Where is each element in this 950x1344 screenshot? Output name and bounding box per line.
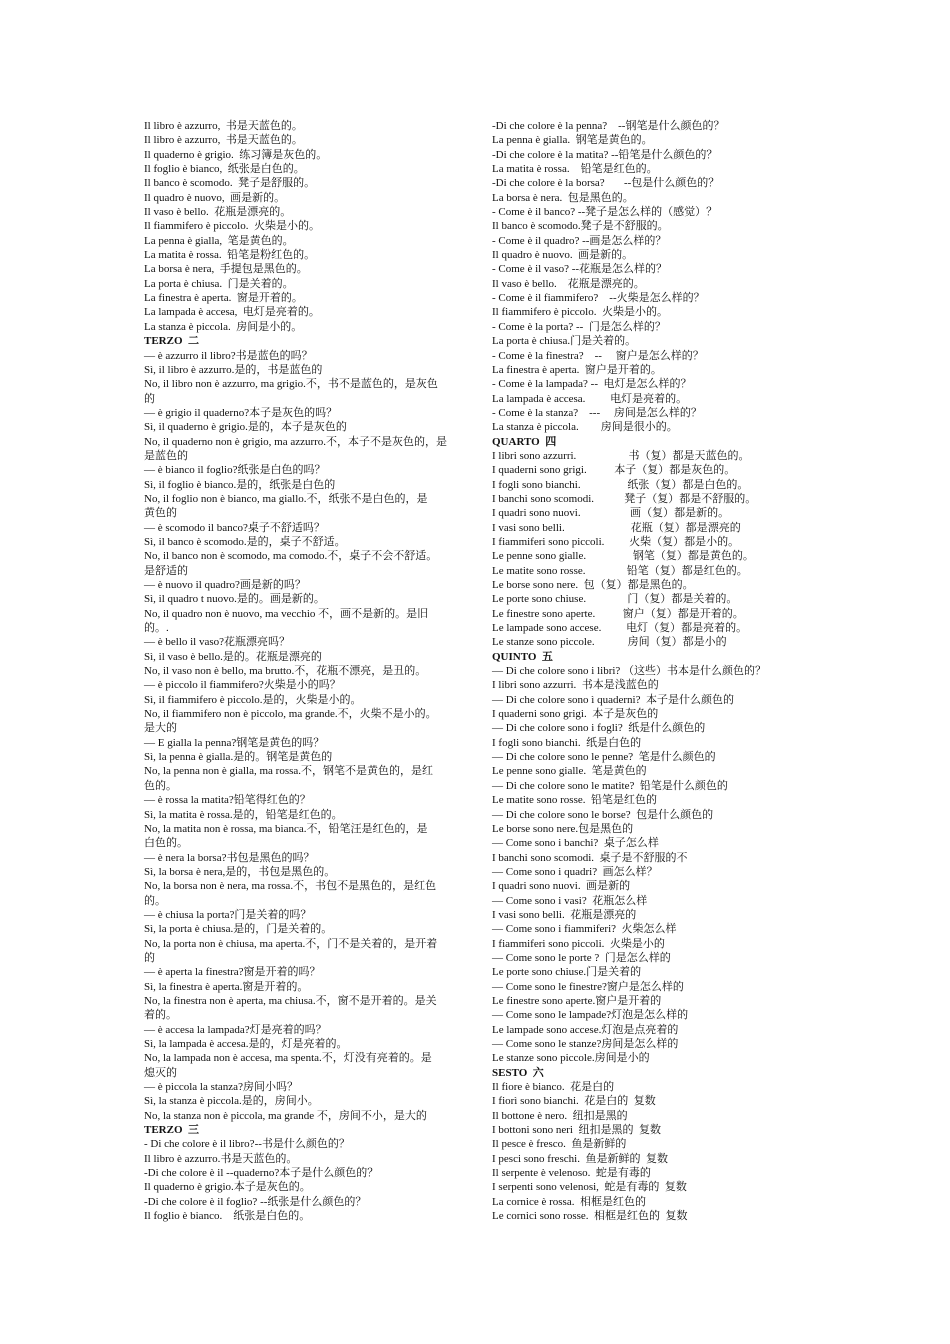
text-line: La borsa è nera. 包是黑色的。 xyxy=(492,191,634,204)
text-line: Le stanze sono piccole. 房间（复）都是小的 xyxy=(492,636,727,649)
text-line: Sì, il libro è azzurro.是的，书是蓝色的 xyxy=(144,363,323,376)
text-line: - Come è il fiammifero? --火柴是怎么样的？ xyxy=(492,292,705,305)
text-line: — è nuovo il quadro?画是新的吗？ xyxy=(144,579,306,591)
text-line: Le finestre sono aperte. 窗户（复）都是开着的。 xyxy=(492,607,744,620)
text-line: Il fiammifero è piccolo. 火柴是小的。 xyxy=(492,306,668,319)
text-line: — è nera la borsa?书包是黑色的吗？ xyxy=(144,851,315,864)
text-line: No, il fiammifero non è piccolo, ma grande.不，火柴不是小的。 xyxy=(144,708,437,721)
text-line: -Di che colore è la borsa? --包是什么颜色的？ xyxy=(492,177,720,190)
text-line: — Come sono le lampade?灯泡是怎么样的 xyxy=(492,1009,689,1022)
text-line: Le matite sono rosse. 铅笔（复）都是红色的。 xyxy=(492,564,748,577)
text-line: Sì, il banco è scomodo.是的，桌子不舒适。 xyxy=(144,535,346,548)
text-line: — è grigio il quaderno?本子是灰色的吗？ xyxy=(144,406,338,419)
text-line: Il fiammifero è piccolo. 火柴是小的。 xyxy=(144,220,320,233)
text-line: Il banco è scomodo.凳子是不舒服的。 xyxy=(492,220,669,233)
text-line: I banchi sono scomodi. 凳子（复）都是不舒服的。 xyxy=(492,492,757,505)
text-line: La lampada è accesa, 电灯是亮着的。 xyxy=(144,306,320,319)
section-heading: QUINTO 五 xyxy=(492,650,553,663)
text-line: 是大的 xyxy=(144,722,177,735)
text-line: No, la borsa non è nera, ma rossa.不，书包不是黑色的，是红色 xyxy=(144,880,437,893)
text-line: Sì, il foglio è bianco.是的，纸张是白色的 xyxy=(144,478,336,491)
text-line: I banchi sono scomodi. 桌子是不舒服的不 xyxy=(492,851,688,864)
text-line: No, la porta non è chiusa, ma aperta.不，门不是关着的，是开着 xyxy=(144,937,438,950)
text-line: No, la stanza non è piccola, ma grande 不，房间不小，是大的 xyxy=(144,1109,427,1122)
text-line: Il libro è azzurro.书是天蓝色的。 xyxy=(144,1152,298,1165)
text-line: 的。 xyxy=(144,894,166,907)
text-line: — Come sono le porte ? 门是怎么样的 xyxy=(492,951,671,964)
right-column xyxy=(492,119,812,1223)
text-line: Sì, la porta è chiusa.是的，门是关着的。 xyxy=(144,923,333,936)
text-line: No, la finestra non è aperta, ma chiusa.不，窗不是开着的。是关 xyxy=(144,994,437,1007)
text-line: I vasi sono belli. 花瓶（复）都是漂亮的 xyxy=(492,521,741,534)
text-line: — Come sono i vasi? 花瓶怎么样 xyxy=(492,894,648,907)
text-line: — è piccolo il fiammifero?火柴是小的吗？ xyxy=(144,679,341,692)
text-line: I fiammiferi sono piccoli. 火柴是小的 xyxy=(492,937,665,950)
section-heading: TERZO 三 xyxy=(144,1124,200,1137)
text-line: Le porte sono chiuse.门是关着的 xyxy=(492,966,642,979)
text-line: 黄色的 xyxy=(144,507,177,520)
text-line: Il libro è azzurro, 书是天蓝色的。 xyxy=(144,120,303,132)
text-line: — è bianco il foglio?纸张是白色的吗？ xyxy=(144,464,326,477)
text-line: No, il foglio non è bianco, ma giallo.不，纸张不是白色的，是 xyxy=(144,492,428,505)
text-line: Sì, la borsa è nera,是的，书包是黑色的。 xyxy=(144,865,336,878)
text-line: — Di che colore sono le penne? 笔是什么颜色的 xyxy=(492,751,716,764)
text-line: Le finestre sono aperte.窗户是开着的 xyxy=(492,994,662,1007)
text-line: — Di che colore sono le borse? 包是什么颜色的 xyxy=(492,808,714,821)
text-line: Le borse sono nere.包是黑色的 xyxy=(492,822,634,835)
text-line: La penna è gialla, 笔是黄色的。 xyxy=(144,234,294,247)
text-line: Le lampade sono accese. 电灯（复）都是亮着的。 xyxy=(492,622,748,635)
text-line: Sì, la lampada è accesa.是的，灯是亮着的。 xyxy=(144,1038,348,1050)
text-line: I serpenti sono velenosi, 蛇是有毒的 复数 xyxy=(492,1181,687,1194)
text-line: 是蓝色的 xyxy=(144,449,188,462)
text-line: — Di che colore sono i libri? （这些）书本是什么颜色的？ xyxy=(492,665,767,678)
text-line: La stanza è piccola. 房间是很小的。 xyxy=(492,421,678,434)
text-line: La porta è chiusa.门是关着的。 xyxy=(492,335,637,348)
text-line: Sì, la stanza è piccola.是的，房间小。 xyxy=(144,1095,319,1108)
text-line: Le matite sono rosse. 铅笔是红色的 xyxy=(492,794,657,807)
text-line: I libri sono azzurri. 书（复）都是天蓝色的。 xyxy=(492,449,750,462)
text-line: I quadri sono nuovi. 画是新的 xyxy=(492,880,631,893)
text-line: Il quaderno è grigio.本子是灰色的。 xyxy=(144,1181,311,1194)
text-line: I fiammiferi sono piccoli. 火柴（复）都是小的。 xyxy=(492,535,740,548)
text-line: — è bello il vaso?花瓶漂亮吗？ xyxy=(144,636,291,649)
section-heading: QUARTO 四 xyxy=(492,435,557,448)
text-line: 着的。 xyxy=(144,1009,177,1022)
section-heading: SESTO 六 xyxy=(492,1066,544,1079)
text-line: Il foglio è bianco, 纸张是白色的。 xyxy=(144,163,305,176)
text-line: No, la lampada non è accesa, ma spenta.不，灯没有亮着的。是 xyxy=(144,1052,432,1065)
text-line: Le cornici sono rosse. 相框是红色的 复数 xyxy=(492,1210,688,1223)
text-line: Le penne sono gialle. 钢笔（复）都是黄色的。 xyxy=(492,550,754,563)
text-line: 的。. xyxy=(144,622,169,635)
text-line: Sì, il vaso è bello.是的。花瓶是漂亮的 xyxy=(144,650,322,663)
text-line: La stanza è piccola. 房间是小的。 xyxy=(144,320,303,333)
text-line: 的 xyxy=(144,392,155,405)
text-line: 白色的。 xyxy=(144,837,188,850)
text-line: No, il quadro non è nuovo, ma vecchio 不，画不是新的。是旧 xyxy=(144,607,429,620)
text-line: I bottoni sono neri 纽扣是黑的 复数 xyxy=(492,1124,661,1137)
text-line: — Come sono le stanze?房间是怎么样的 xyxy=(492,1038,679,1050)
text-line: No, la penna non è gialla, ma rossa.不，钢笔不是黄色的，是红 xyxy=(144,765,434,778)
text-line: La penna è gialla. 钢笔是黄色的。 xyxy=(492,134,653,147)
text-line: La borsa è nera, 手提包是黑色的。 xyxy=(144,263,308,276)
text-line: -Di che colore è il --quaderno?本子是什么颜色的？ xyxy=(144,1167,379,1180)
text-line: - Come è il quadro? --画是怎么样的？ xyxy=(492,234,667,247)
text-line: I fiorì sono bianchi. 花是白的 复数 xyxy=(492,1095,656,1108)
text-line: No, il banco non è scomodo, ma comodo.不，桌子不会不舒适。 xyxy=(144,550,438,563)
text-line: — Come sono i quadri? 画怎么样？ xyxy=(492,865,658,878)
text-line: -Di che colore è la matita? --铅笔是什么颜色的？ xyxy=(492,148,718,161)
text-line: Il quadro è nuovo, 画是新的。 xyxy=(144,191,286,204)
text-line: — E gialla la penna?钢笔是黄色的吗？ xyxy=(144,736,325,749)
text-line: - Di che colore è il libro?--书是什么颜色的？ xyxy=(144,1138,350,1151)
text-line: 的 xyxy=(144,951,155,964)
text-line: Il serpente è velenoso. 蛇是有毒的 xyxy=(492,1167,651,1180)
text-line: — Di che colore sono le matite? 铅笔是什么颜色的 xyxy=(492,779,728,792)
text-line: I quadri sono nuovi. 画（复）都是新的。 xyxy=(492,507,730,520)
text-line: Il pesce è fresco. 鱼是新鲜的 xyxy=(492,1138,627,1151)
text-line: Il libro è azzurro, 书是天蓝色的。 xyxy=(144,134,303,147)
text-line: Il vaso è bello. 花瓶是漂亮的。 xyxy=(492,277,645,290)
text-line: Sì, la matita è rossa.是的，铅笔是红色的。 xyxy=(144,808,343,821)
text-line: - Come è la porta? -- 门是怎么样的？ xyxy=(492,320,666,333)
text-line: No, la matita non è rossa, ma bianca.不，铅笔汪是红色的，是 xyxy=(144,822,428,835)
text-line: Le borse sono nere. 包（复）都是黑色的。 xyxy=(492,579,694,591)
text-line: -Di che colore è la penna? --钢笔是什么颜色的？ xyxy=(492,120,725,132)
text-line: La matita è rossa. 铅笔是红色的。 xyxy=(492,163,658,176)
text-line: — è piccola la stanza?房间小吗？ xyxy=(144,1081,298,1094)
text-line: — Di che colore sono i fogli? 纸是什么颜色的 xyxy=(492,722,706,735)
text-line: Il bottone è nero. 纽扣是黑的 xyxy=(492,1109,628,1122)
text-line: La porta è chiusa. 门是关着的。 xyxy=(144,277,294,290)
text-line: La cornice è rossa. 相框是红色的 xyxy=(492,1195,646,1208)
text-line: - Come è la lampada? -- 电灯是怎么样的？ xyxy=(492,378,692,391)
text-line: I quaderni sono grigi. 本子是灰色的 xyxy=(492,708,659,721)
text-line: — è scomodo il banco?桌子不舒适吗？ xyxy=(144,521,325,534)
text-line: Sì, il quaderno è grigio.是的，本子是灰色的 xyxy=(144,421,347,434)
text-line: La lampada è accesa. 电灯是亮着的。 xyxy=(492,392,688,405)
text-line: I libri sono azzurri. 书本是浅蓝色的 xyxy=(492,679,659,692)
text-line: Il foglio è bianco. 纸张是白色的。 xyxy=(144,1210,311,1223)
text-line: Il quadro è nuovo. 画是新的。 xyxy=(492,249,634,262)
text-line: Il banco è scomodo. 凳子是舒服的。 xyxy=(144,177,316,190)
text-line: Sì, il quadro t nuovo.是的。画是新的。 xyxy=(144,593,325,606)
text-line: — Come sono i fiammiferi? 火柴怎么样 xyxy=(492,923,677,936)
text-line: Sì, il fiammifero è piccolo.是的，火柴是小的。 xyxy=(144,693,362,706)
text-line: Sì, la penna è gialla.是的。钢笔是黄色的 xyxy=(144,751,333,764)
text-line: La finestra è aperta. 窗户是开着的。 xyxy=(492,363,662,376)
text-line: Le lampade sono accese.灯泡是点亮着的 xyxy=(492,1023,679,1036)
text-line: Le penne sono gialle. 笔是黄色的 xyxy=(492,765,647,778)
text-line: I vasi sono belli. 花瓶是漂亮的 xyxy=(492,908,637,921)
text-line: - Come è la stanza? --- 房间是怎么样的？ xyxy=(492,406,702,419)
text-line: Il quaderno è grigio. 练习簿是灰色的。 xyxy=(144,148,328,161)
text-line: La finestra è aperta. 窗是开着的。 xyxy=(144,292,303,305)
text-line: I quaderni sono grigi. 本子（复）都是灰色的。 xyxy=(492,464,736,477)
text-line: — è chiusa la porta?门是关着的吗？ xyxy=(144,908,312,921)
text-line: — Di che colore sono ì quaderni? 本子是什么颜色的 xyxy=(492,693,734,706)
text-line: — è accesa la lampada?灯是亮着的吗？ xyxy=(144,1023,327,1036)
left-column xyxy=(144,119,462,1223)
text-line: I fogli sono bianchi. 纸张（复）都是白色的。 xyxy=(492,478,749,491)
text-line: 是舒适的 xyxy=(144,564,188,577)
section-heading: TERZO 二 xyxy=(144,335,200,348)
text-line: -Di che colore è il foglio? --纸张是什么颜色的？ xyxy=(144,1195,367,1208)
text-line: No, il quaderno non è grigio, ma azzurro.不，本子不是灰色的，是 xyxy=(144,435,448,448)
text-line: 熄灭的 xyxy=(144,1066,177,1079)
text-line: — è azzurro il libro?书是蓝色的吗？ xyxy=(144,349,313,362)
text-line: — Come sono le finestre?窗户是怎么样的 xyxy=(492,980,684,993)
text-line: Le porte sono chiuse. 门（复）都是关着的。 xyxy=(492,593,738,606)
text-line: 色的。 xyxy=(144,779,177,792)
text-line: Sì, la finestra è aperta.窗是开着的。 xyxy=(144,980,309,993)
text-line: - Come è la finestra? -- 窗户是怎么样的？ xyxy=(492,349,704,362)
text-line: Le stanze sono piccole.房间是小的 xyxy=(492,1052,650,1065)
text-line: — Come sono i banchi? 桌子怎么样 xyxy=(492,837,659,850)
text-line: Il fiore è bianco. 花是白的 xyxy=(492,1081,615,1094)
text-line: — è rossa la matita?铅笔得红色的？ xyxy=(144,794,311,807)
text-line: No, il vaso non è bello, ma brutto.不，花瓶不漂亮，是丑的。 xyxy=(144,665,427,678)
text-line: - Come è il banco? --凳子是怎么样的（感觉）？ xyxy=(492,206,718,219)
text-line: Il vaso è bello. 花瓶是漂亮的。 xyxy=(144,206,292,219)
text-line: No, il libro non è azzurro, ma grigio.不，书不是蓝色的，是灰色 xyxy=(144,378,438,391)
text-line: — è aperta la finestra?窗是开着的吗？ xyxy=(144,966,321,979)
text-line: I fogli sono bianchi. 纸是白色的 xyxy=(492,736,642,749)
text-line: La matita è rossa. 铅笔是粉红色的。 xyxy=(144,249,316,262)
text-line: I pesci sono freschi. 鱼是新鲜的 复数 xyxy=(492,1152,668,1165)
text-line: - Come è il vaso? --花瓶是怎么样的？ xyxy=(492,263,668,276)
